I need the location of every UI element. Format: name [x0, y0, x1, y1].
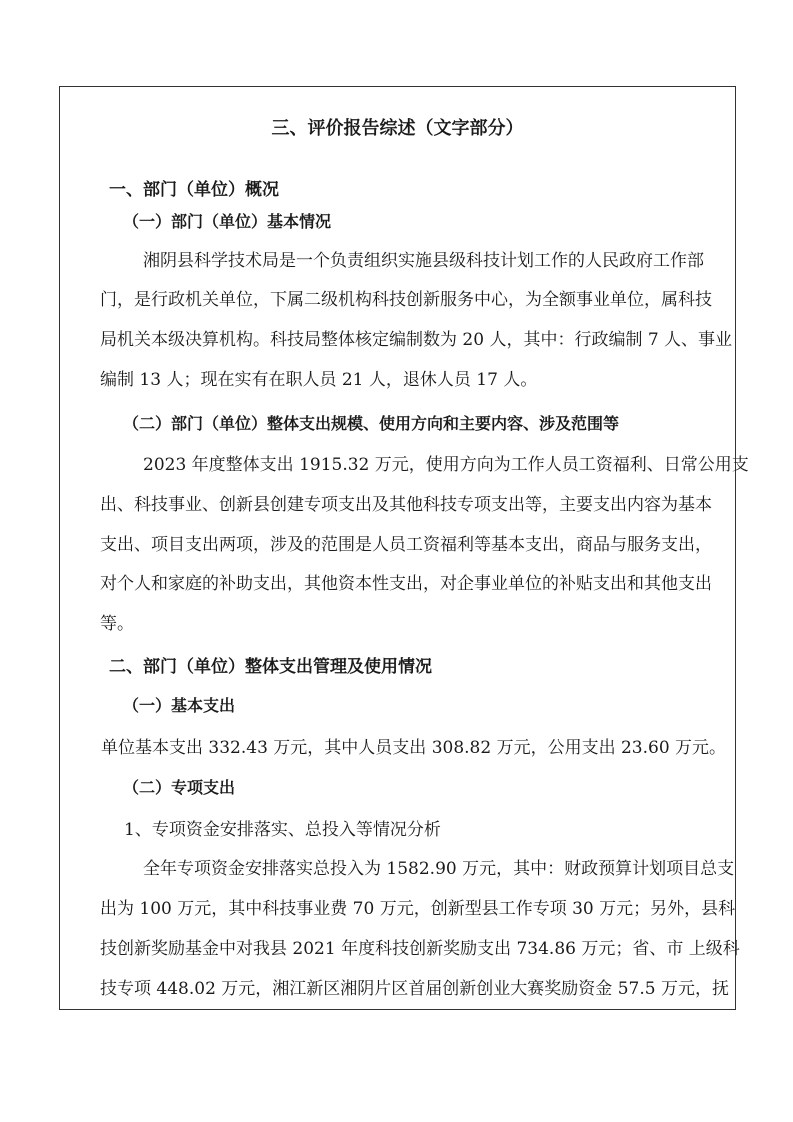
paragraph-line: 全年专项资金安排落实总投入为 1582.90 万元，其中：财政预算计划项目总支: [143, 859, 735, 879]
paragraph-line: 对个人和家庭的补助支出，其他资本性支出，对企事业单位的补贴支出和其他支出: [100, 574, 712, 594]
section-1-sub-1-heading: （一）部门（单位）基本情况: [123, 212, 332, 231]
paragraph-line: 门，是行政机关单位，下属二级机构科技创新服务中心，为全额事业单位，属科技: [100, 290, 712, 310]
paragraph-line: 出、科技事业、创新县创建专项支出及其他科技专项支出等，主要支出内容为基本: [100, 495, 712, 515]
paragraph-line: 编制 13 人；现在实有在职人员 21 人，退休人员 17 人。: [100, 370, 538, 390]
paragraph-line: 出为 100 万元，其中科技事业费 70 万元，创新型县工作专项 30 万元；另外，县科: [100, 899, 736, 919]
list-item-heading: 1、专项资金安排落实、总投入等情况分析: [124, 820, 441, 840]
paragraph-line: 支出、项目支出两项，涉及的范围是人员工资福利等基本支出，商品与服务支出，: [100, 535, 712, 555]
paragraph-line: 单位基本支出 332.43 万元，其中人员支出 308.82 万元，公用支出 23.60 万元。: [101, 738, 727, 758]
paragraph-line: 湘阴县科学技术局是一个负责组织实施县级科技计划工作的人民政府工作部: [143, 251, 704, 271]
paragraph-line: 技专项 448.02 万元，湘江新区湘阴片区首届创新创业大赛奖励资金 57.5 万元，抚: [100, 979, 729, 999]
paragraph-line: 技创新奖励基金中对我县 2021 年度科技创新奖励支出 734.86 万元；省、市 上级科: [100, 939, 740, 959]
paragraph-line: 2023 年度整体支出 1915.32 万元，使用方向为工作人员工资福利、日常公用支: [143, 455, 749, 475]
section-2-sub-1-heading: （一）基本支出: [123, 696, 236, 715]
page-title: 三、评价报告综述（文字部分）: [271, 118, 524, 139]
paragraph-line: 等。: [100, 614, 134, 634]
document-frame: [59, 86, 749, 1010]
section-1-sub-2-heading: （二）部门（单位）整体支出规模、使用方向和主要内容、涉及范围等: [123, 414, 620, 433]
section-1-heading: 一、部门（单位）概况: [109, 180, 279, 200]
section-2-sub-2-heading: （二）专项支出: [123, 778, 236, 797]
paragraph-line: 局机关本级决算机构。科技局整体核定编制数为 20 人，其中：行政编制 7 人、事业: [100, 330, 733, 350]
section-2-heading: 二、部门（单位）整体支出管理及使用情况: [109, 657, 432, 677]
